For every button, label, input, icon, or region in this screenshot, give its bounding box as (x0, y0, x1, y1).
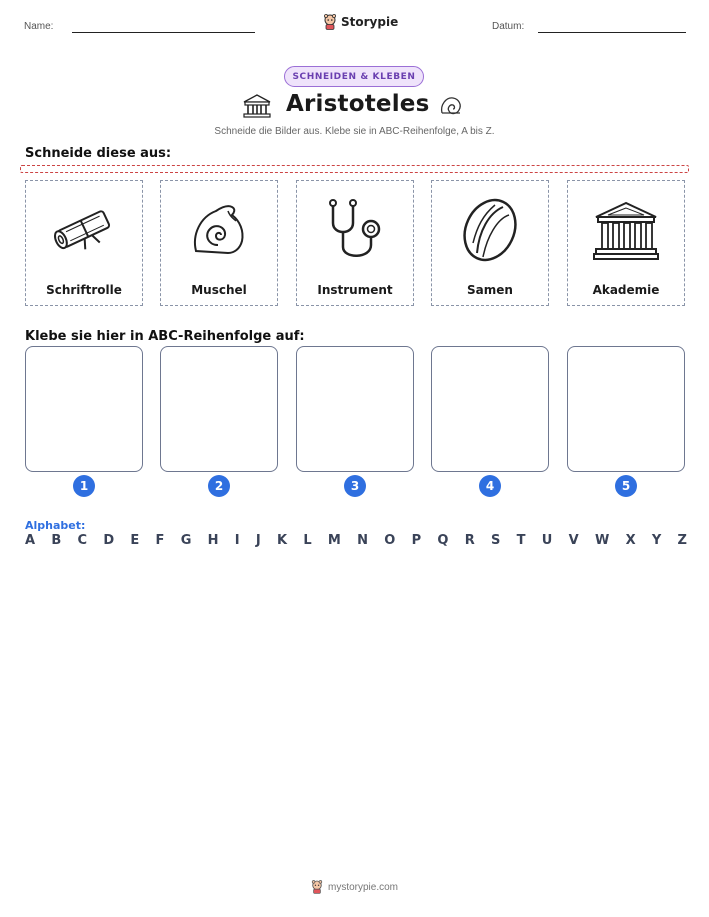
paste-slot-3[interactable] (296, 346, 414, 472)
seed-icon (459, 195, 521, 265)
cut-card-label: Muschel (191, 283, 247, 297)
alphabet-letter: S (491, 533, 501, 548)
cut-card-label: Instrument (317, 283, 393, 297)
alphabet-letter: P (411, 533, 422, 548)
date-label: Datum: (492, 21, 525, 32)
date-line[interactable] (538, 32, 686, 33)
storypie-mascot-icon (311, 880, 323, 894)
alphabet-row (25, 533, 687, 548)
paste-slot-5[interactable] (567, 346, 685, 472)
brand-name: Storypie (341, 15, 399, 29)
activity-badge: SCHNEIDEN & KLEBEN (284, 66, 424, 87)
footer (0, 880, 709, 894)
cut-card-scroll[interactable] (25, 180, 143, 306)
alphabet-letter: Z (677, 533, 687, 548)
alphabet-letter: I (234, 533, 240, 548)
alphabet-title: Alphabet: (25, 519, 86, 532)
seashell-icon (438, 93, 464, 119)
alphabet-letter: H (207, 533, 219, 548)
temple-icon (242, 93, 272, 119)
alphabet-letter: R (464, 533, 475, 548)
alphabet-letter: C (77, 533, 88, 548)
alphabet-letter: F (155, 533, 165, 548)
brand-logo (323, 14, 398, 30)
slot-number-2: 2 (208, 475, 230, 497)
paste-slot-1[interactable] (25, 346, 143, 472)
alphabet-letter: L (303, 533, 312, 548)
cut-card-stethoscope[interactable] (296, 180, 414, 306)
alphabet-letter: E (130, 533, 140, 548)
alphabet-letter: Y (651, 533, 662, 548)
alphabet-letter: N (357, 533, 369, 548)
instructions: Schneide die Bilder aus. Klebe sie in ABC-Reihenfolge, A bis Z. (214, 126, 495, 137)
temple-icon (592, 199, 660, 261)
seashell-icon (188, 199, 250, 261)
alphabet-letter: O (384, 533, 396, 548)
footer-site[interactable]: mystorypie.com (327, 881, 398, 893)
cut-card-seashell[interactable] (160, 180, 278, 306)
alphabet-letter: U (541, 533, 553, 548)
name-line[interactable] (72, 32, 255, 33)
cut-card-label: Schriftrolle (46, 283, 122, 297)
alphabet-letter: K (277, 533, 288, 548)
cut-heading: Schneide diese aus: (25, 146, 172, 161)
alphabet-letter: V (568, 533, 579, 548)
alphabet-letter: T (516, 533, 526, 548)
alphabet-letter: Q (437, 533, 449, 548)
alphabet-letter: J (255, 533, 261, 548)
alphabet-letter: D (103, 533, 115, 548)
alphabet-letter: A (25, 533, 36, 548)
cut-card-label: Samen (467, 283, 513, 297)
stethoscope-icon (323, 197, 387, 263)
alphabet-letter: M (327, 533, 341, 548)
cut-card-seed[interactable] (431, 180, 549, 306)
storypie-mascot-icon (323, 14, 337, 30)
paste-heading: Klebe sie hier in ABC-Reihenfolge auf: (25, 329, 305, 344)
cut-line (20, 165, 689, 173)
cut-card-label: Akademie (592, 283, 660, 297)
page-title: Aristoteles (286, 91, 430, 117)
name-label: Name: (24, 21, 54, 32)
alphabet-letter: B (51, 533, 62, 548)
paste-slot-2[interactable] (160, 346, 278, 472)
slot-number-1: 1 (73, 475, 95, 497)
alphabet-letter: G (180, 533, 192, 548)
paste-slot-4[interactable] (431, 346, 549, 472)
alphabet-letter: W (594, 533, 610, 548)
slot-number-3: 3 (344, 475, 366, 497)
scroll-icon (49, 200, 119, 260)
slot-number-5: 5 (615, 475, 637, 497)
alphabet-letter: X (625, 533, 636, 548)
slot-number-4: 4 (479, 475, 501, 497)
cut-card-academy[interactable] (567, 180, 685, 306)
